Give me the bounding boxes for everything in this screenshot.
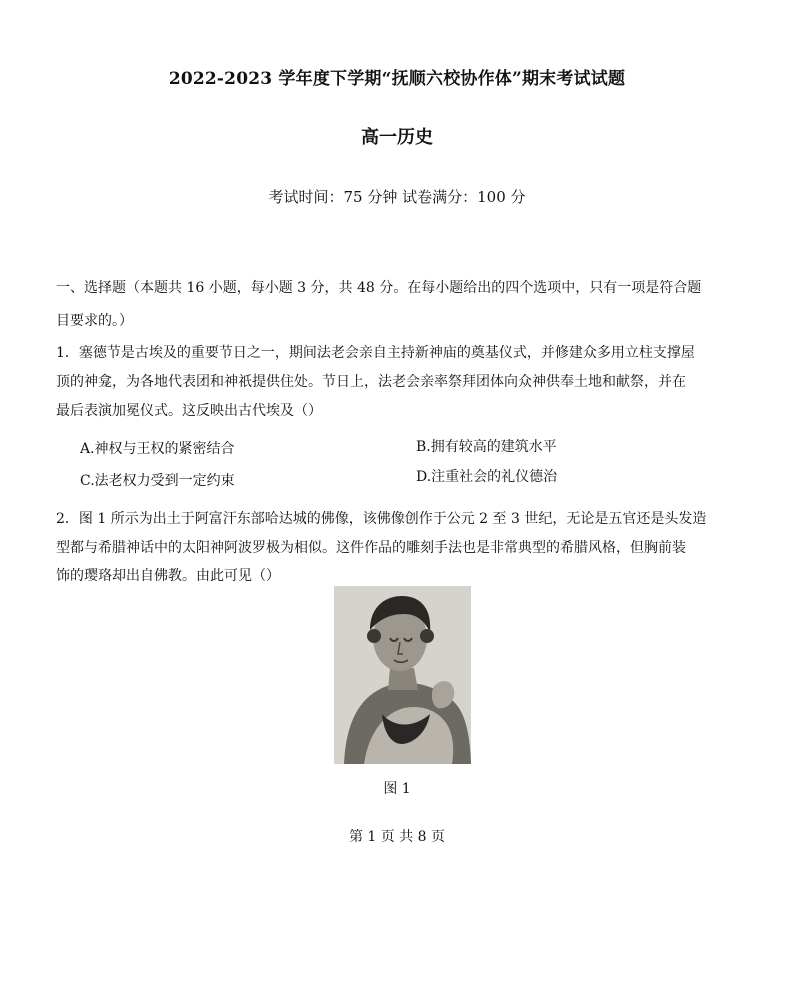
question-1-option-b: B.拥有较高的建筑水平 — [416, 439, 557, 455]
hair-curl-right — [420, 629, 434, 643]
question-1-line-1: 1．塞德节是古埃及的重要节日之一，期间法老会亲自主持新神庙的奠基仪式，并修建众多用立柱支撑屋 — [56, 345, 695, 361]
question-2-line-2: 型都与希腊神话中的太阳神阿波罗极为相似。这件作品的雕刻手法也是非常典型的希腊风格，但胸前装 — [56, 540, 686, 556]
exam-info: 考试时间：75 分钟 试卷满分：100 分 — [268, 188, 526, 206]
statue-neck — [388, 668, 418, 690]
question-1-option-a: A.神权与王权的紧密结合 — [80, 441, 235, 457]
question-1-option-c: C.法老权力受到一定约束 — [80, 473, 235, 489]
section-instructions-line-1: 一、选择题（本题共 16 小题，每小题 3 分，共 48 分。在每小题给出的四个选项中，只有一项是符合题 — [56, 280, 702, 296]
figure-caption: 图 1 — [383, 781, 411, 797]
hair-curl-left — [367, 629, 381, 643]
question-2-line-1: 2．图 1 所示为出土于阿富汗东部哈达城的佛像，该佛像创作于公元 2 至 3 世纪，无论是五官还是头发造 — [56, 511, 707, 527]
question-1-line-3: 最后表演加冕仪式。这反映出古代埃及（） — [56, 403, 322, 419]
question-1-line-2: 顶的神龛，为各地代表团和神祇提供住处。节日上，法老会亲率祭拜团体向众神供奉土地和献祭，并在 — [56, 374, 686, 390]
subject-title: 高一历史 — [361, 127, 433, 148]
question-2-line-3: 饰的璎珞却出自佛教。由此可见（） — [56, 568, 280, 584]
buddha-statue-photo — [334, 586, 471, 764]
page-number: 第 1 页 共 8 页 — [348, 829, 446, 845]
exam-title: 2022-2023 学年度下学期“抚顺六校协作体”期末考试试题 — [168, 69, 626, 89]
statue-illustration — [334, 586, 471, 764]
section-instructions-line-2: 目要求的。） — [56, 313, 133, 329]
question-1-option-d: D.注重社会的礼仪德治 — [416, 469, 558, 485]
